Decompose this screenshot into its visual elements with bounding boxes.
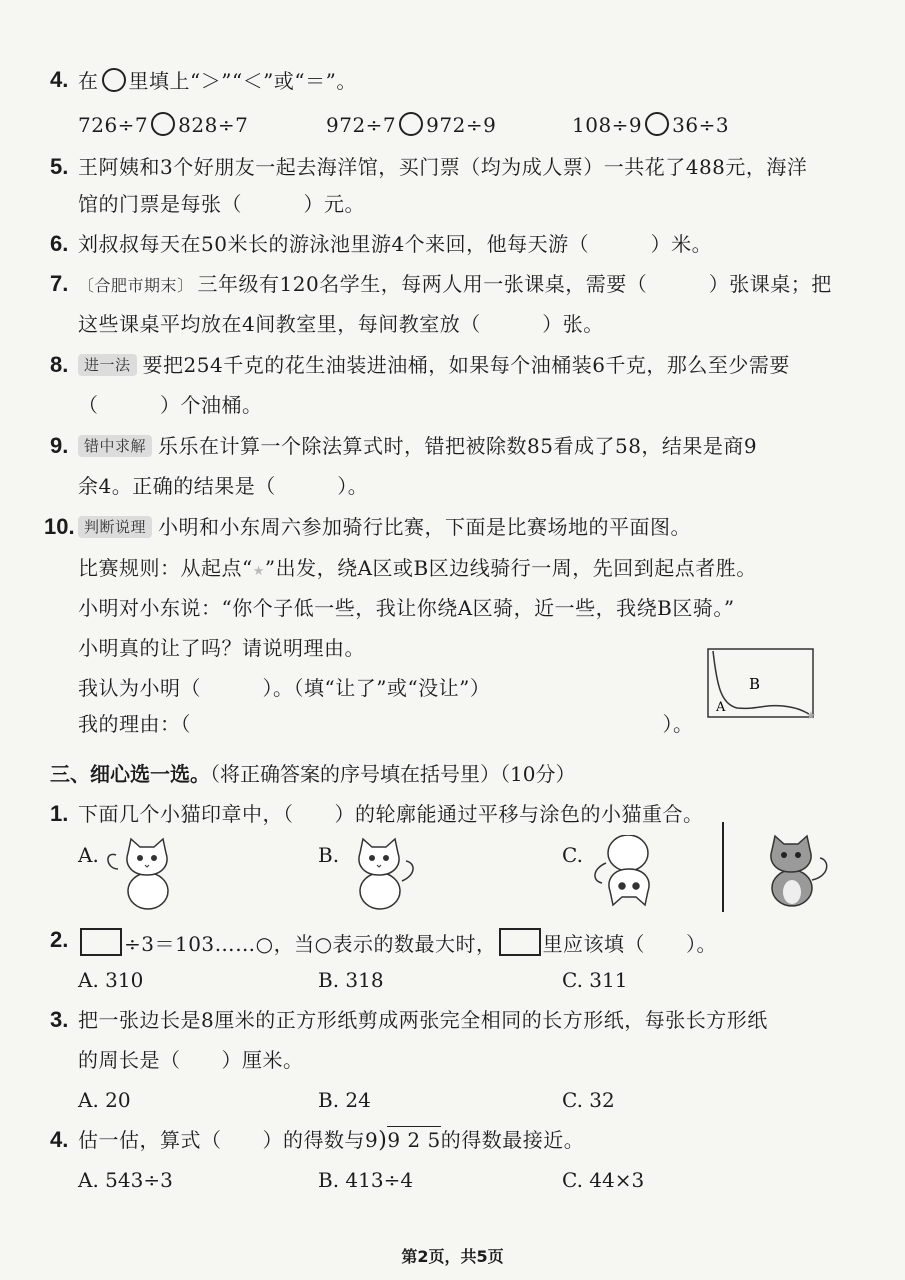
blank-box[interactable] <box>80 928 122 956</box>
divider-line <box>722 822 724 912</box>
q8-number: 8. <box>50 352 69 377</box>
topic-tag: 进一法 <box>78 354 137 376</box>
long-division-divisor: 9 <box>365 1128 379 1152</box>
cat-stamp-a <box>104 835 182 911</box>
s4-number: 4. <box>50 1127 69 1152</box>
s1-text: 下面几个小猫印章中，（ ）的轮廓能通过平移与涂色的小猫重合。 <box>78 802 704 826</box>
race-field-diagram <box>705 646 820 722</box>
s2-option-a[interactable]: A. 310 <box>78 968 144 992</box>
s1-number: 1. <box>50 801 69 826</box>
source-tag: 〔合肥市期末〕 <box>78 276 194 295</box>
q4-instruction: 在 里填上“＞”“＜”或“＝”。 <box>78 69 357 93</box>
s2-text: ÷3＝103……○，当○表示的数最大时， 里应该填（ ）。 <box>78 928 717 956</box>
q10-line3: 小明对小东说：“你个子低一些，我让你绕A区骑，近一些，我绕B区骑。” <box>78 596 735 620</box>
s3-line1: 把一张边长是8厘米的正方形纸剪成两张完全相同的长方形纸，每张长方形纸 <box>78 1008 768 1032</box>
q10-line4: 小明真的让了吗？请说明理由。 <box>78 636 365 660</box>
area-a-label: A <box>716 700 726 715</box>
q4-number: 4. <box>50 67 69 92</box>
q10-line6: 我的理由：（ ）。 <box>78 712 694 736</box>
q8-line2: （ ）个油桶。 <box>78 393 263 417</box>
cat-shaded <box>760 832 832 908</box>
answer-circle[interactable] <box>645 112 669 136</box>
q9-line1: 错中求解 乐乐在计算一个除法算式时，错把被除数85看成了58，结果是商9 <box>78 434 757 458</box>
q9-line2: 余4。正确的结果是（ ）。 <box>78 474 369 498</box>
q4-item-3: 108÷9 36÷3 <box>572 113 730 137</box>
q5-line1: 王阿姨和3个好朋友一起去海洋馆，买门票（均为成人票）一共花了488元，海洋 <box>78 155 808 179</box>
section-3-title: 三、细心选一选。（将正确答案的序号填在括号里）（10分） <box>50 762 576 786</box>
q8-line1: 进一法 要把254千克的花生油装进油桶，如果每个油桶装6千克，那么至少需要 <box>78 353 790 377</box>
s2-option-b[interactable]: B. 318 <box>318 968 384 992</box>
page-footer: 第2页，共5页 <box>401 1247 504 1266</box>
q10-line2: 比赛规则：从起点“★”出发，绕A区或B区边线骑行一周，先回到起点者胜。 <box>78 556 757 580</box>
s3-option-a[interactable]: A. 20 <box>78 1088 131 1112</box>
s4-option-c[interactable]: C. 44×3 <box>562 1168 645 1192</box>
long-division-dividend: 9 2 5 <box>387 1128 441 1152</box>
q7-line1: 〔合肥市期末〕 三年级有120名学生，每两人用一张课桌，需要（ ）张课桌；把 <box>78 272 832 296</box>
q7-line2: 这些课桌平均放在4间教室里，每间教室放（ ）张。 <box>78 312 604 336</box>
cat-stamp-c <box>590 835 664 909</box>
q5-number: 5. <box>50 154 69 179</box>
q5-line2: 馆的门票是每张（ ）元。 <box>78 192 365 216</box>
q7-number: 7. <box>50 271 69 296</box>
s2-number: 2. <box>50 927 69 952</box>
start-star-icon: ★ <box>806 709 816 722</box>
s3-number: 3. <box>50 1007 69 1032</box>
s1-option-b[interactable]: B. <box>318 843 340 867</box>
q10-line5: 我认为小明（ ）。（填“让了”或“没让”） <box>78 676 491 700</box>
topic-tag: 错中求解 <box>78 435 152 457</box>
answer-circle[interactable] <box>151 112 175 136</box>
s3-line2: 的周长是（ ）厘米。 <box>78 1048 304 1072</box>
area-b-label: B <box>749 675 761 693</box>
answer-circle[interactable] <box>399 112 423 136</box>
q10-line1: 判断说理 小明和小东周六参加骑行比赛，下面是比赛场地的平面图。 <box>78 515 691 539</box>
compare-circle <box>102 68 126 92</box>
s3-option-b[interactable]: B. 24 <box>318 1088 371 1112</box>
q4-item-2: 972÷7 972÷9 <box>326 113 497 137</box>
s4-text: 估一估，算式（ ）的得数与9)9 2 5的得数最接近。 <box>78 1128 585 1153</box>
q6-line1: 刘叔叔每天在50米长的游泳池里游4个来回，他每天游（ ）米。 <box>78 232 713 256</box>
s1-option-a[interactable]: A. <box>78 843 99 867</box>
topic-tag: 判断说理 <box>78 516 152 538</box>
start-star-icon: ★ <box>252 564 265 579</box>
q6-number: 6. <box>50 231 69 256</box>
cat-stamp-b <box>346 835 418 911</box>
s1-option-c[interactable]: C. <box>562 843 583 867</box>
s3-option-c[interactable]: C. 32 <box>562 1088 615 1112</box>
q9-number: 9. <box>50 433 69 458</box>
q10-number: 10. <box>44 514 75 539</box>
s2-option-c[interactable]: C. 311 <box>562 968 628 992</box>
blank-box[interactable] <box>499 928 541 956</box>
q4-item-1: 726÷7 828÷7 <box>78 113 249 137</box>
s4-option-a[interactable]: A. 543÷3 <box>78 1168 173 1192</box>
s4-option-b[interactable]: B. 413÷4 <box>318 1168 414 1192</box>
